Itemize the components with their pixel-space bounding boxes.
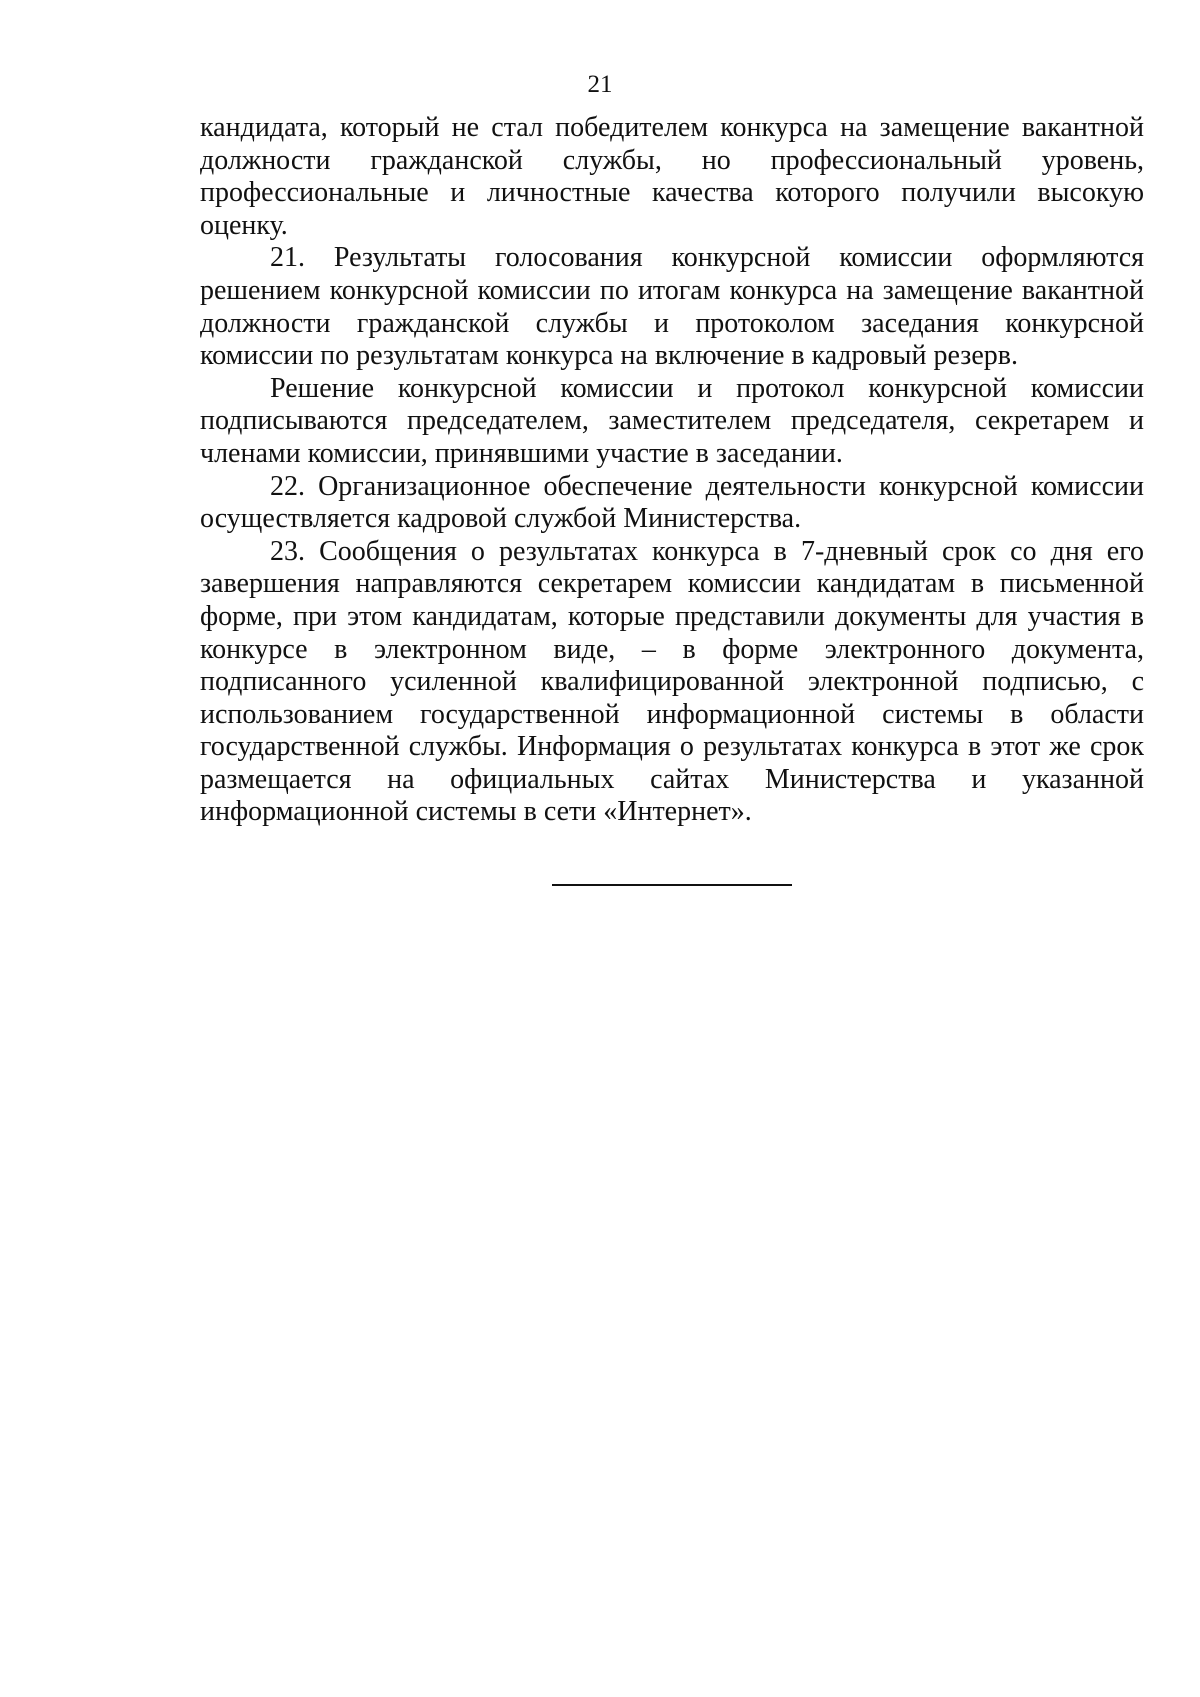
paragraph-21: 21. Результаты голосования конкурсной комиссии оформляются решением конкурсной комиссии по итогам конкурса на замещение вакантной должности гражданской службы и протоколом заседания конкурсной комиссии по результатам конкурса на включение в кадровый резерв. (200, 242, 1144, 372)
paragraph-22: 22. Организационное обеспечение деятельности конкурсной комиссии осуществляется кадровой службой Министерства. (200, 470, 1144, 535)
page-number: 21 (587, 71, 613, 98)
document-end-rule (552, 884, 792, 886)
paragraph-23: 23. Сообщения о результатах конкурса в 7-дневный срок со дня его завершения направляются секретарем комиссии кандидатам в письменной форме, при этом кандидатам, которые представили документы для участия в конкурсе в электронном виде, – в форме электронного документа, подписанного усиленной квалифицированной электронной подписью, с использованием государственной информационной системы в области государственной службы. Информация о результатах конкурса в этот же срок размещается на официальных сайтах Министерства и указанной информационной системы в сети «Интернет». (200, 535, 1144, 828)
paragraph-21-signing: Решение конкурсной комиссии и протокол конкурсной комиссии подписываются председателем, заместителем председателя, секретарем и членами комиссии, принявшими участие в заседании. (200, 372, 1144, 469)
document-body (200, 112, 1144, 829)
paragraph-continuation: кандидата, который не стал победителем конкурса на замещение вакантной должности гражданской службы, но профессиональный уровень, профессиональные и личностные качества которого получили высокую оценку. (200, 112, 1144, 241)
